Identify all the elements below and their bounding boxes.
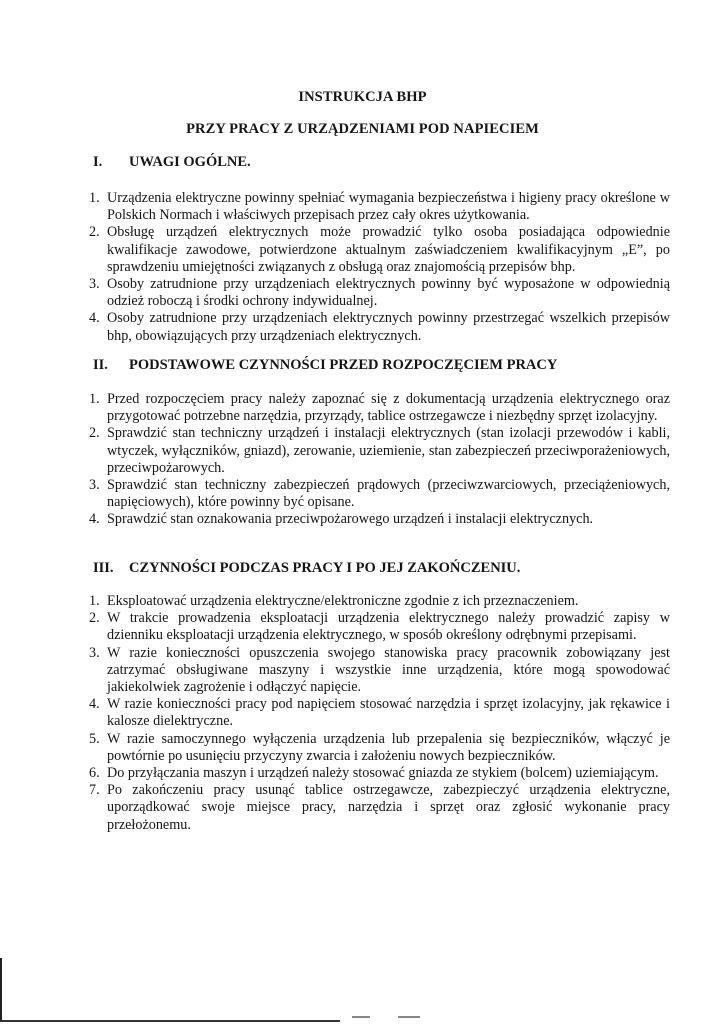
list-item <box>89 391 670 425</box>
list-item <box>89 765 670 782</box>
list-item <box>89 731 670 765</box>
document-title: INSTRUKCJA BHP <box>298 89 427 105</box>
document-subtitle: PRZY PRACY Z URZĄDZENIAMI POD NAPIECIEM <box>186 121 539 137</box>
list-item <box>89 645 670 697</box>
item-number: 5. <box>89 730 100 747</box>
item-number: 1. <box>89 190 100 206</box>
section-heading-3 <box>93 560 520 577</box>
item-text: Sprawdzić stan techniczny zabezpieczeń prądowych (przeciwzwarciowych, przeciążeniowych, napięciowych), które powinny być opisane. <box>107 477 670 511</box>
section-heading-1 <box>93 154 251 171</box>
section-heading-2 <box>93 357 557 374</box>
scan-mark <box>352 1016 370 1018</box>
section-title: PODSTAWOWE CZYNNOŚCI PRZED ROZPOCZĘCIEM PRACY <box>129 357 558 373</box>
item-text: Sprawdzić stan oznakowania przeciwpożarowego urządzeń i instalacji elektrycznych. <box>107 511 594 528</box>
list-item <box>89 696 670 730</box>
section-number: I. <box>93 154 103 170</box>
item-number: 4. <box>89 696 100 713</box>
section-3-list <box>89 593 670 834</box>
section-number: II. <box>93 357 108 373</box>
item-number: 4. <box>89 511 100 528</box>
list-item <box>89 477 670 511</box>
item-number: 3. <box>89 644 100 661</box>
section-title: CZYNNOŚCI PODCZAS PRACY I PO JEJ ZAKOŃCZENIU. <box>129 560 521 576</box>
item-text: Do przyłączania maszyn i urządzeń należy stosować gniazda ze stykiem (bolcem) uziemiającym. <box>107 765 659 782</box>
list-item <box>89 425 670 477</box>
item-number: 6. <box>89 765 100 782</box>
list-item <box>89 190 670 224</box>
section-2-list <box>89 391 670 529</box>
item-text: W razie konieczności pracy pod napięciem stosować narzędzia i sprzęt izolacyjny, jak rękawice i kalosze dielektryczne. <box>107 696 670 730</box>
list-item <box>89 782 670 834</box>
item-text: Przed rozpoczęciem pracy należy zapoznać się z dokumentacją urządzenia elektrycznego oraz przygotować potrzebne narzędzia, przyrządy, tablice ostrzegawcze i niezbędny sprzęt izolacyjny. <box>107 391 670 425</box>
section-1-list <box>89 190 670 345</box>
scan-mark <box>398 1016 420 1018</box>
item-number: 2. <box>89 224 100 241</box>
item-text: W razie samoczynnego wyłączenia urządzenia lub przepalenia się bezpieczników, włączyć je powtórnie po usunięciu przyczyny zwarcia i założeniu nowych bezpieczników. <box>107 730 670 764</box>
item-text: Sprawdzić stan techniczny urządzeń i instalacji elektrycznych (stan izolacji przewodów i kabli, wtyczek, wyłączników, gniazd), zerowanie, uziemienie, stan zabezpieczeń przeciwporażeniowych, przeciwpożarowych. <box>107 425 670 476</box>
list-item <box>89 511 670 528</box>
item-number: 2. <box>89 610 100 627</box>
list-item <box>89 610 670 644</box>
item-number: 3. <box>89 477 100 494</box>
item-text: Obsługę urządzeń elektrycznych może prowadzić tylko osoba posiadająca odpowiednie kwalifikacje zawodowe, potwierdzone aktualnym zaświadczeniem kwalifikacyjnym „E”, po sprawdzeniu umiejętności związanych z obsługą oraz znajomością przepisów bhp. <box>107 224 670 275</box>
section-title: UWAGI OGÓLNE. <box>129 154 251 170</box>
item-text: Urządzenia elektryczne powinny spełniać wymagania bezpieczeństwa i higieny pracy określone w Polskich Normach i właściwych przepisach przez cały okres użytkowania. <box>107 190 670 224</box>
item-number: 2. <box>89 425 100 442</box>
item-text: Osoby zatrudnione przy urządzeniach elektrycznych powinny być wyposażone w odpowiednią odzież roboczą i środki ochrony indywidualnej. <box>107 276 670 310</box>
item-number: 1. <box>89 391 100 407</box>
item-text: W razie konieczności opuszczenia swojego stanowiska pracy pracownik zobowiązany jest zatrzymać obsługiwane maszyny i wszystkie inne urządzenia, które mogą spowodować jakiekolwiek zagrożenie i odłączyć napięcie. <box>107 644 670 696</box>
item-text: Eksploatować urządzenia elektryczne/elektroniczne zgodnie z ich przeznaczeniem. <box>107 593 579 609</box>
list-item <box>89 310 670 344</box>
item-number: 7. <box>89 782 100 799</box>
item-number: 1. <box>89 593 100 609</box>
item-number: 4. <box>89 310 100 327</box>
list-item <box>89 224 670 276</box>
scan-edge-line <box>0 958 2 1020</box>
section-number: III. <box>93 560 114 576</box>
list-item <box>89 593 670 610</box>
scan-bottom-line <box>0 1020 340 1022</box>
item-text: Osoby zatrudnione przy urządzeniach elektrycznych powinny przestrzegać wszelkich przepisów bhp, obowiązujących przy urządzeniach elektrycznych. <box>107 310 670 344</box>
item-text: W trakcie prowadzenia eksploatacji urządzenia elektrycznego należy prowadzić zapisy w dzienniku eksploatacji urządzenia elektrycznego, w sposób określony odrębnymi przepisami. <box>107 610 670 644</box>
item-number: 3. <box>89 276 100 293</box>
item-text: Po zakończeniu pracy usunąć tablice ostrzegawcze, zabezpieczyć urządzenia elektryczne, uporządkować swoje miejsce pracy, narzędzia i sprzęt oraz zgłosić wykonanie pracy przełożonemu. <box>107 782 670 833</box>
list-item <box>89 276 670 310</box>
